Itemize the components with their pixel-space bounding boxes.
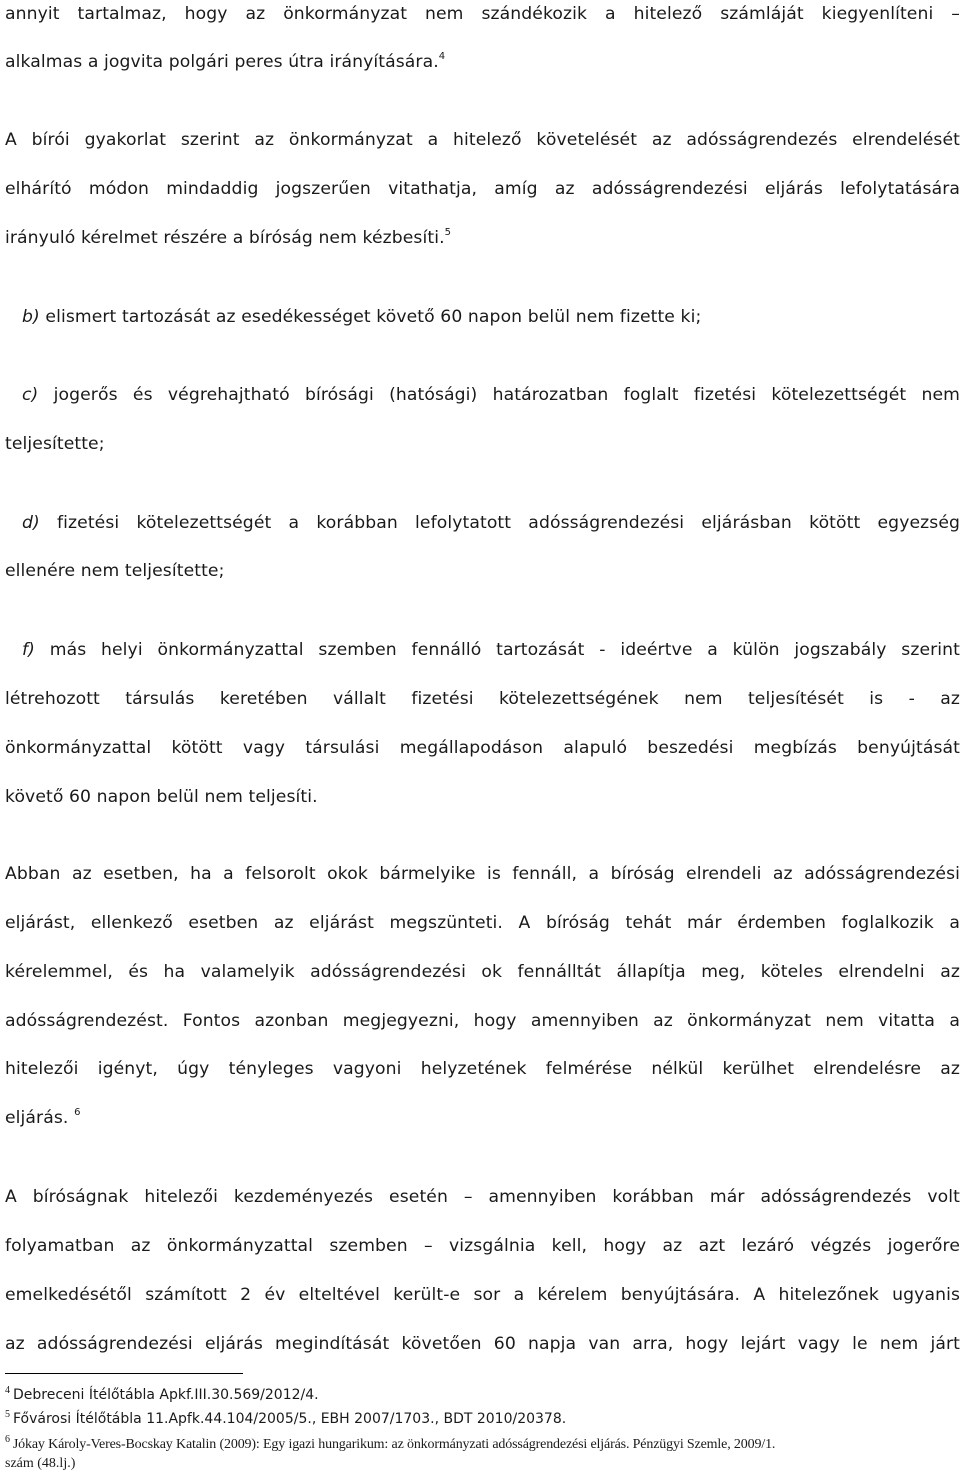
list-label: f) [22, 640, 35, 660]
paragraph-line: A bírói gyakorlat szerint az önkormányzat a hitelező követelését az adósságrendezés elrendelését [5, 130, 960, 150]
footnote-4 [5, 1386, 960, 1404]
list-label: b) [22, 307, 40, 327]
list-item-d [22, 511, 960, 535]
footnote-6-continued: szám (48.lj.) [5, 1456, 76, 1471]
line-text: elismert tartozását az esedékességet követő 60 napon belül nem fizette ki; [39, 307, 702, 327]
line-text: eljárás. [5, 1108, 69, 1128]
footnote-text: Jókay Károly-Veres-Bocskay Katalin (2009): Egy igazi hungarikum: az önkormányzati adósságrendezési eljárás. Pénzügyi Szemle, 2009/1. [12, 1437, 776, 1452]
footnote-divider [5, 1373, 243, 1374]
footnote-number: 6 [5, 1434, 10, 1445]
paragraph-line [5, 50, 960, 74]
footnote-5 [5, 1410, 960, 1428]
paragraph-line: az adósságrendezési eljárás megindítását követően 60 napja van arra, hogy lejárt vagy le nem járt [5, 1334, 960, 1354]
line-text: fizetési kötelezettségét a korábban lefolytatott adósságrendezési eljárásban kötött egyezség [39, 513, 960, 533]
footnote-text: Fővárosi Ítélőtábla 11.Apfk.44.104/2005/5., EBH 2007/1703., BDT 2010/20378. [13, 1411, 567, 1427]
line-text: más helyi önkormányzattal szemben fennálló tartozását - ideértve a külön jogszabály szerint [34, 640, 960, 660]
paragraph-line: önkormányzattal kötött vagy társulási megállapodáson alapuló beszedési megbízás benyújtását [5, 738, 960, 758]
paragraph-line: elhárító módon mindaddig jogszerűen vitathatja, amíg az adósságrendezési eljárás lefolytatására [5, 179, 960, 199]
paragraph-line: emelkedésétől számított 2 év elteltével került-e sor a kérelem benyújtására. A hitelezőnek ugyanis [5, 1285, 960, 1305]
paragraph-line: folyamatban az önkormányzattal szemben – vizsgálnia kell, hogy az azt lezáró végzés jogerőre [5, 1236, 960, 1256]
footnote-number: 4 [5, 1385, 10, 1396]
list-item-c [22, 383, 960, 407]
paragraph-line: annyit tartalmaz, hogy az önkormányzat nem szándékozik a hitelező számláját kiegyenlíteni – [5, 4, 960, 24]
footnote-6 [5, 1436, 960, 1454]
paragraph-line: adósságrendezést. Fontos azonban megjegyezni, hogy amennyiben az önkormányzat nem vitatta a [5, 1011, 960, 1031]
list-item-b [22, 305, 960, 329]
footnote-number: 5 [5, 1409, 10, 1420]
paragraph-line [5, 1106, 960, 1130]
paragraph-line [5, 226, 960, 250]
paragraph-line: hitelezői igényt, úgy tényleges vagyoni helyzetének felmérése nélkül kerülhet elrendelésre az [5, 1059, 960, 1079]
footnote-ref[interactable]: 5 [444, 227, 452, 238]
list-item-f [22, 638, 960, 662]
paragraph-line: ellenére nem teljesítette; [5, 561, 225, 581]
line-text: irányuló kérelmet részére a bíróság nem kézbesíti. [5, 228, 445, 248]
footnote-ref[interactable]: 6 [74, 1107, 81, 1118]
paragraph-line: létrehozott társulás keretében vállalt fizetési kötelezettségének nem teljesítését is - az [5, 689, 960, 709]
line-text: alkalmas a jogvita polgári peres útra irányítására. [5, 52, 439, 72]
list-label: c) [22, 385, 39, 405]
line-text: jogerős és végrehajtható bírósági (hatósági) határozatban foglalt fizetési kötelezettségét nem [38, 385, 960, 405]
paragraph-line: követő 60 napon belül nem teljesíti. [5, 787, 318, 807]
footnote-text: Debreceni Ítélőtábla Apkf.III.30.569/2012/4. [13, 1387, 319, 1403]
footnote-ref[interactable]: 4 [438, 51, 446, 62]
paragraph-line: A bíróságnak hitelezői kezdeményezés esetén – amennyiben korábban már adósságrendezés volt [5, 1187, 960, 1207]
paragraph-line: kérelemmel, és ha valamelyik adósságrendezési ok fennálltát állapítja meg, köteles elrendelni az [5, 962, 960, 982]
paragraph-line: teljesítette; [5, 434, 105, 454]
paragraph-line: eljárást, ellenkező esetben az eljárást megszünteti. A bíróság tehát már érdemben foglalkozik a [5, 913, 960, 933]
list-label: d) [22, 513, 40, 533]
paragraph-line: Abban az esetben, ha a felsorolt okok bármelyike is fennáll, a bíróság elrendeli az adósságrendezési [5, 864, 960, 884]
